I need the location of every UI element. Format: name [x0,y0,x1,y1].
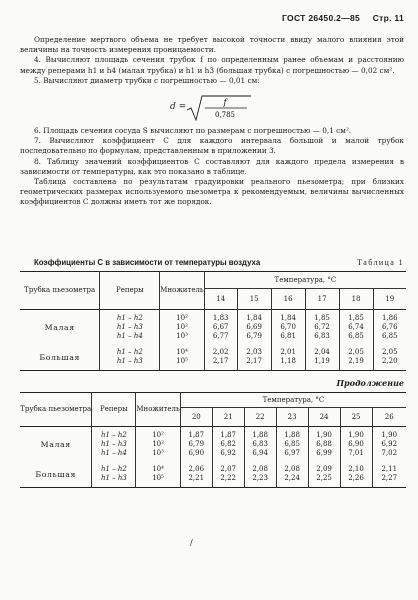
coefficient-cell [271,344,305,370]
temperature-header: 16 [271,289,305,310]
column-header-reps: Реперы [100,272,160,310]
coefficient-value: 6,81 [280,331,296,340]
coefficient-value: 6,77 [212,331,229,340]
coefficient-cell [373,309,406,344]
coefficient-cell [276,426,308,461]
standard-number: ГОСТ 26450.2—85 [282,13,361,23]
multiplier-cell [160,344,204,370]
coefficient-value: 6,99 [316,448,332,457]
coefficient-value: 2,08 [252,465,268,474]
page-header [272,13,404,23]
coefficient-value: 7,02 [381,448,398,457]
coefficient-value: 6,69 [246,322,262,331]
coefficient-value: 2,23 [252,474,268,483]
formula-numerator: f [223,98,227,108]
multiplier-value: 10² [152,430,164,439]
coefficient-value: 2,03 [246,348,262,357]
coefficient-cell [212,461,244,487]
column-header-multiplier: Множитель [160,272,204,310]
coefficient-value: 6,92 [220,448,237,457]
coefficient-cell [305,309,339,344]
paragraph: 8. Таблицу значений коэффициентов C составляют для каждого предела измерения в зависимости от температуры, как это показано в таблице. [20,156,404,176]
coefficient-value: 1,88 [284,430,300,439]
table-row [20,344,406,370]
coefficient-value: 1,18 [280,357,296,366]
reps-cell [100,309,160,344]
temperature-header: 17 [305,289,339,310]
coefficient-value: 2,01 [280,348,296,357]
temperature-header: 20 [180,408,212,427]
temperature-header: 15 [237,289,271,310]
temperature-header: 25 [340,408,372,427]
coefficient-value: 7,01 [348,448,364,457]
coefficient-value: 1,84 [280,313,296,322]
continuation-label: Продолжение [336,378,404,388]
paragraph: 7. Вычисляют коэффициент C для каждого интервала большой и малой трубок последовательно по формулам, представленным в приложении 3. [20,136,404,156]
coefficients-table-2 [20,392,406,488]
paragraph: 5. Вычисляют диаметр трубки с погрешностью — 0,01 см: [34,75,260,85]
coefficient-cell [276,461,308,487]
column-header-tube: Трубка пьезометра [20,393,92,427]
reps-cell [100,344,160,370]
coefficient-cell [271,309,305,344]
rep-interval: h1 – h2 [100,465,127,474]
coefficient-value: 6,85 [348,331,364,340]
coefficient-value: 2,24 [284,474,300,483]
coefficient-value: 6,90 [348,439,364,448]
table-row [20,309,406,344]
multiplier-value: 10³ [152,448,164,457]
coefficient-cell [237,309,271,344]
coefficient-value: 6,94 [252,448,268,457]
coefficient-value: 2,05 [381,348,398,357]
coefficient-value: 6,74 [348,322,364,331]
coefficient-value: 2,02 [212,348,229,357]
formula-denominator: 0,785 [214,111,236,120]
coefficient-value: 2,20 [381,357,398,366]
coefficient-cell [212,426,244,461]
rep-interval: h1 – h4 [116,331,143,340]
column-header-tube: Трубка пьезометра [20,272,100,310]
coefficient-value: 1,87 [220,430,237,439]
coefficients-table-1 [20,271,406,371]
tube-type: Малая [20,309,100,344]
multiplier-cell [136,461,180,487]
coefficient-value: 2,07 [220,465,237,474]
coefficient-cell [180,426,212,461]
page-number: Стр. 11 [372,13,404,23]
multiplier-value: 10⁴ [152,465,164,474]
paragraph: 6. Площадь сечения сосуда S вычисляют по размерам с погрешностью — 0,1 см². [34,126,352,136]
multiplier-value: 10⁴ [176,348,188,357]
rep-interval: h1 – h3 [100,439,127,448]
column-header-reps: Реперы [92,393,136,427]
paragraph: 4. Вычисляют площадь сечения трубок f по определенным ранее объемам и расстоянию между реперами h1 и h4 (малая трубка) и h1 и h3 (большая трубка) с погрешностью — 0,02 см². [20,55,404,75]
coefficient-value: 1,90 [348,430,364,439]
coefficient-value: 6,76 [381,322,398,331]
formula-lhs: d = [170,102,187,113]
sqrt-fraction [185,94,255,122]
rep-interval: h1 – h2 [100,430,127,439]
multiplier-value: 10² [176,313,188,322]
coefficient-value: 6,79 [188,439,205,448]
table-caption [34,258,404,267]
column-header-temperature: Температура, °C [204,272,406,289]
coefficient-value: 1,84 [246,313,262,322]
coefficient-value: 6,82 [220,439,237,448]
temperature-header: 14 [204,289,237,310]
coefficient-value: 1,90 [381,430,398,439]
tube-type: Большая [20,344,100,370]
body-text [20,35,404,208]
coefficient-value: 2,27 [381,474,398,483]
column-header-multiplier: Множитель [136,393,180,427]
multiplier-value: 10² [176,322,188,331]
coefficient-cell [372,426,406,461]
multiplier-cell [136,426,180,461]
coefficient-value: 6,92 [381,439,398,448]
coefficient-value: 1,19 [314,357,330,366]
multiplier-value: 10³ [176,331,188,340]
coefficient-value: 1,87 [188,430,205,439]
rep-interval: h1 – h2 [116,313,143,322]
coefficient-cell [180,461,212,487]
coefficient-cell [204,309,237,344]
temperature-header: 23 [276,408,308,427]
coefficient-cell [340,461,372,487]
tube-type: Малая [20,426,92,461]
multiplier-value: 10² [152,439,164,448]
coefficient-value: 2,21 [188,474,205,483]
reps-cell [92,461,136,487]
table-number: Таблица 1 [357,258,404,267]
paragraph: Определение мертвого объема не требует высокой точности ввиду малого влияния этой величины на точность измерения проницаемости. [20,35,404,55]
table-row [20,426,406,461]
coefficient-value: 2,09 [316,465,332,474]
coefficient-value: 2,22 [220,474,237,483]
footer-mark: / [190,538,193,547]
rep-interval: h1 – h3 [116,322,143,331]
coefficient-cell [372,461,406,487]
reps-cell [92,426,136,461]
coefficient-value: 1,90 [316,430,332,439]
temperature-header: 24 [308,408,340,427]
tube-type: Большая [20,461,92,487]
coefficient-cell [340,426,372,461]
coefficient-value: 1,86 [381,313,398,322]
coefficient-value: 2,11 [381,465,398,474]
column-header-temperature: Температура, °C [180,393,406,408]
multiplier-value: 10⁵ [152,474,164,483]
coefficient-value: 2,26 [348,474,364,483]
coefficient-value: 6,85 [381,331,398,340]
coefficient-value: 6,72 [314,322,330,331]
coefficient-value: 2,19 [348,357,364,366]
coefficient-value: 6,79 [246,331,262,340]
coefficient-value: 2,17 [212,357,229,366]
temperature-header: 19 [373,289,406,310]
coefficient-cell [244,461,276,487]
multiplier-value: 10⁵ [176,357,188,366]
coefficient-value: 2,10 [348,465,364,474]
diameter-formula [20,92,404,122]
coefficient-value: 2,08 [284,465,300,474]
coefficient-value: 2,04 [314,348,330,357]
rep-interval: h1 – h3 [100,474,127,483]
coefficient-value: 1,88 [252,430,268,439]
coefficient-cell [204,344,237,370]
rep-interval: h1 – h4 [100,448,127,457]
temperature-header: 26 [372,408,406,427]
coefficient-cell [339,344,373,370]
coefficient-cell [373,344,406,370]
coefficient-value: 1,85 [314,313,330,322]
coefficient-value: 2,17 [246,357,262,366]
coefficient-cell [308,426,340,461]
coefficient-cell [237,344,271,370]
coefficient-value: 6,85 [284,439,300,448]
coefficient-value: 1,83 [212,313,229,322]
temperature-header: 18 [339,289,373,310]
coefficient-value: 6,83 [252,439,268,448]
coefficient-cell [244,426,276,461]
rep-interval: h1 – h3 [116,357,143,366]
temperature-header: 21 [212,408,244,427]
coefficient-cell [305,344,339,370]
coefficient-cell [339,309,373,344]
paragraph: Таблица составлена по результатам градуировки реального пьезометра; при близких геометрических размерах используемого пьезометра к рекомендуемым, величины вычисленных коэффициентов C должны иметь тот же порядок. [20,177,404,207]
coefficient-value: 2,06 [188,465,205,474]
coefficient-value: 6,88 [316,439,332,448]
coefficient-value: 1,85 [348,313,364,322]
coefficient-cell [308,461,340,487]
table-row [20,461,406,487]
multiplier-cell [160,309,204,344]
rep-interval: h1 – h2 [116,348,143,357]
coefficient-value: 2,05 [348,348,364,357]
coefficient-value: 6,67 [212,322,229,331]
coefficient-value: 6,83 [314,331,330,340]
coefficient-value: 6,97 [284,448,300,457]
coefficient-value: 2,25 [316,474,332,483]
coefficient-value: 6,70 [280,322,296,331]
table-title: Коэффициенты C в зависимости от температуры воздуха [34,258,261,267]
temperature-header: 22 [244,408,276,427]
coefficient-value: 6,90 [188,448,205,457]
